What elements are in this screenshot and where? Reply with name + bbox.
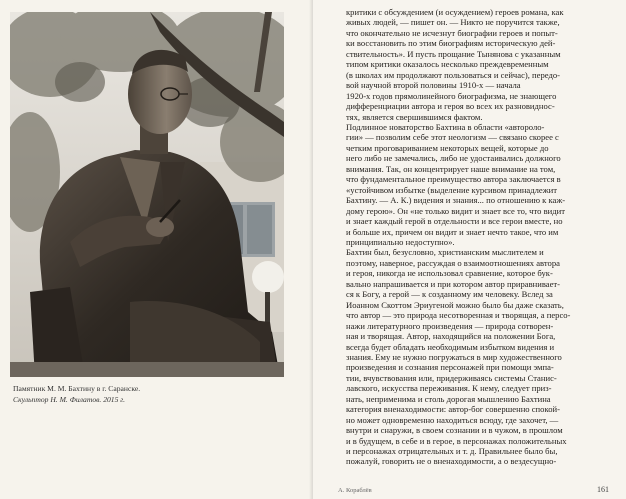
text-line: Бахтину. — А. К.) видения и знания... по отношению к каж- xyxy=(346,195,566,206)
text-line: критики с обсуждением (и осуждением) героев романа, как xyxy=(346,7,564,17)
text-line: вой научной второй половины 1910-х — начала xyxy=(346,80,521,91)
text-line: 1920-х годов прямолинейного биографизма, не знающего xyxy=(346,90,557,101)
text-line: всегда будет обладать необходимым избытком видения и xyxy=(346,341,555,352)
text-line: поэтому, наверное, рассуждая о взаимоотношениях автора xyxy=(346,257,560,268)
text-line: нать, неприменима и столь дорогая мышлению Бахтина xyxy=(346,393,551,404)
text-line: него либо не замечались, либо не удостаивались должного xyxy=(346,153,561,164)
caption-line-2: Скульптор Н. М. Филатов. 2015 г. xyxy=(13,394,126,404)
text-line: и в будущем, в себе и в герое, в персонажах положительных xyxy=(346,435,567,446)
text-line: Подлинное новаторство Бахтина в области «авторолo- xyxy=(346,121,545,132)
text-line: ся к Богу, а герой — к созданному им человеку. Вслед за xyxy=(346,289,553,300)
body-text xyxy=(346,7,610,467)
text-line: дому герою». Он «не только видит и знает все то, что видит xyxy=(346,205,565,216)
text-line: тях, является свершившимся фактом. xyxy=(346,111,483,122)
text-line: ная и творящая. Автор, находящийся на положении Бога, xyxy=(346,331,556,342)
text-line: типом критики оказалось несколько преждевременным xyxy=(346,59,549,70)
page-number: 161 xyxy=(597,485,609,494)
text-line: что автор — это природа несотворенная и творящая, а персо- xyxy=(346,310,571,321)
text-line: но может одновременно находиться всюду, где захочет, — xyxy=(346,414,559,425)
text-line: Иоанном Скоттом Эриугеной можно было бы даже сказать, xyxy=(346,299,564,310)
photo-caption xyxy=(13,384,293,405)
text-line: Бахтин был, безусловно, христианским мыслителем и xyxy=(346,247,544,258)
text-line: дифференциации автора и героя во всех их разновиднос- xyxy=(346,101,555,112)
caption-line-1: Памятник М. М. Бахтину в г. Саранске. xyxy=(13,384,141,393)
text-line: знания. Ему не нужно погружаться в мир художественного xyxy=(346,351,562,362)
monument-photo xyxy=(10,12,284,377)
text-line: и больше их, причем он видит и знает нечто такое, что им xyxy=(346,226,559,237)
text-line: внутри и снаружи, в своем сознании и в чужом, в прошлом xyxy=(346,425,563,436)
text-line: что фундаментальное преимущество автора заключается в xyxy=(346,174,561,185)
text-line: гии» — позволим себе этот неологизм — связано скорее с xyxy=(346,132,559,143)
text-line: ки восстановить по этим биографиям историческую дей- xyxy=(346,38,556,49)
text-line: вально напрашивается и при котором автор приравнивает- xyxy=(346,278,561,289)
text-line: (в школах им продолжают пользоваться и сейчас), передо- xyxy=(346,69,560,80)
text-line: и персонажах отрицательных и т. д. Правильнее было бы, xyxy=(346,446,558,457)
text-line: принципиально недоступно». xyxy=(346,236,455,247)
running-footer-author: А. Кораблёв xyxy=(338,487,372,494)
text-line: четким проговариванием некоторых вещей, которые до xyxy=(346,142,549,153)
text-line: нажи литературного произведения — природа сотворен- xyxy=(346,320,554,331)
text-line: и знает каждый герой в отдельности и все герои вместе, но xyxy=(346,216,563,227)
text-line: живых людей, — пишет он. — Никто не поручится также, xyxy=(346,17,560,28)
text-line: произведения и сознания персонажей при помощи эмпа- xyxy=(346,362,554,373)
text-line: пожалуй, говорить не о вненаходимости, а о вездесущно- xyxy=(346,456,557,467)
bakhtin-statue-image xyxy=(10,12,284,377)
text-line: «устойчивом избытке (выделение курсивом принадлежит xyxy=(346,184,558,195)
text-line: категория вненаходимости: автор-бог совершенно спокой- xyxy=(346,404,560,415)
text-line: лавского, искусства переживания. К нему, следует приз- xyxy=(346,383,552,394)
text-line: тии, вчувствования или, придерживаясь системы Станис- xyxy=(346,372,557,383)
text-line: внимания. Так, он концентрирует наше внимание на том, xyxy=(346,163,556,174)
text-line: и героя, никогда не использовал сравнение, которое бук- xyxy=(346,268,553,279)
text-line: что окончательно не исчезнут биографии героев и попыт- xyxy=(346,27,558,38)
text-line: ствительность». И пусть прощание Тынянова с указанным xyxy=(346,48,561,59)
